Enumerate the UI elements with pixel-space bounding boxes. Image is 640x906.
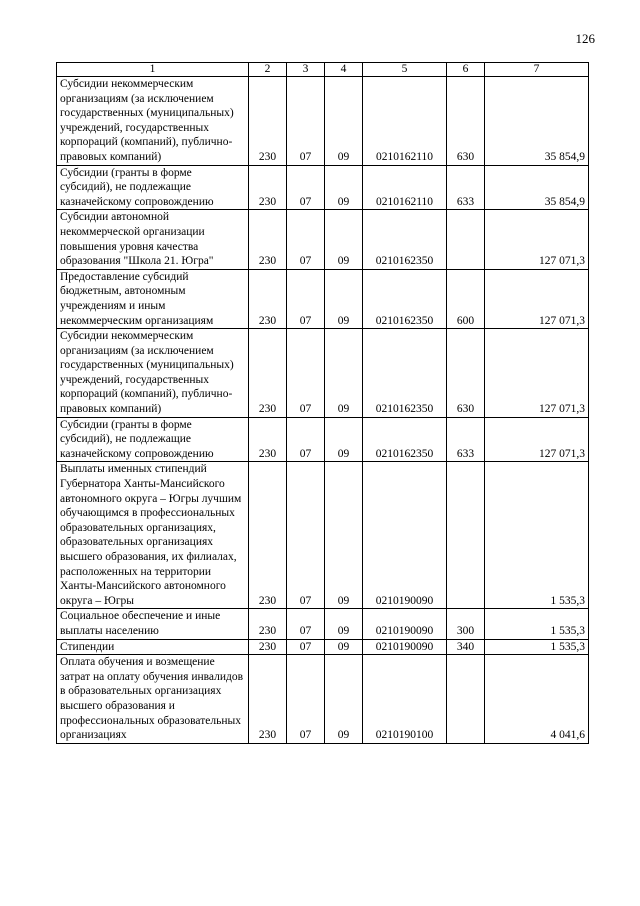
- row-name: Стипендии: [57, 639, 249, 655]
- row-amount: 35 854,9: [485, 77, 589, 166]
- header-col-6: 6: [447, 63, 485, 77]
- row-code-2: 230: [249, 269, 287, 328]
- row-name: Субсидии некоммерческим организациям (за исключением государственных (муниципальных) учреждений, государственных корпораций (компаний), публично-правовых компаний): [57, 329, 249, 418]
- row-code-4: 09: [325, 655, 363, 744]
- row-name: Оплата обучения и возмещение затрат на оплату обучения инвалидов в образовательных организациях высшего образования и профессиональных образовательных организациях: [57, 655, 249, 744]
- row-code-4: 09: [325, 165, 363, 210]
- header-col-4: 4: [325, 63, 363, 77]
- row-name: Субсидии (гранты в форме субсидий), не подлежащие казначейскому сопровождению: [57, 417, 249, 462]
- row-name: Социальное обеспечение и иные выплаты населению: [57, 609, 249, 639]
- table-row: [57, 655, 589, 744]
- budget-table: [56, 62, 589, 744]
- row-code-3: 07: [287, 165, 325, 210]
- row-code-4: 09: [325, 77, 363, 166]
- row-amount: 1 535,3: [485, 639, 589, 655]
- table-row: [57, 269, 589, 328]
- header-col-2: 2: [249, 63, 287, 77]
- row-code-5: 0210190090: [363, 639, 447, 655]
- row-code-4: 09: [325, 417, 363, 462]
- table-row: [57, 609, 589, 639]
- row-code-4: 09: [325, 639, 363, 655]
- row-code-6: [447, 462, 485, 609]
- row-amount: 127 071,3: [485, 417, 589, 462]
- row-code-5: 0210162110: [363, 165, 447, 210]
- row-amount: 127 071,3: [485, 329, 589, 418]
- table-row: [57, 639, 589, 655]
- row-code-6: 600: [447, 269, 485, 328]
- row-code-6: 633: [447, 417, 485, 462]
- row-code-2: 230: [249, 609, 287, 639]
- table-row: [57, 165, 589, 210]
- row-code-3: 07: [287, 639, 325, 655]
- row-code-3: 07: [287, 655, 325, 744]
- row-code-5: 0210162350: [363, 417, 447, 462]
- row-code-4: 09: [325, 462, 363, 609]
- row-code-6: 340: [447, 639, 485, 655]
- row-code-6: 300: [447, 609, 485, 639]
- row-code-3: 07: [287, 609, 325, 639]
- row-code-5: 0210162350: [363, 329, 447, 418]
- row-code-6: 630: [447, 77, 485, 166]
- row-name: Предоставление субсидий бюджетным, автономным учреждениям и иным некоммерческим организациям: [57, 269, 249, 328]
- row-code-6: [447, 655, 485, 744]
- row-code-2: 230: [249, 639, 287, 655]
- row-code-5: 0210162110: [363, 77, 447, 166]
- row-name: Выплаты именных стипендий Губернатора Ханты-Мансийского автономного округа – Югры лучшим обучающимся в профессиональных образовательных организациях, образовательных организациях высшего образования, их филиалах, расположенных на территории Ханты-Мансийского автономного округа – Югры: [57, 462, 249, 609]
- header-row: [57, 63, 589, 77]
- header-col-1: 1: [57, 63, 249, 77]
- row-amount: 127 071,3: [485, 210, 589, 269]
- table-row: [57, 417, 589, 462]
- row-code-2: 230: [249, 417, 287, 462]
- table-row: [57, 210, 589, 269]
- row-amount: 1 535,3: [485, 609, 589, 639]
- row-code-4: 09: [325, 269, 363, 328]
- header-col-3: 3: [287, 63, 325, 77]
- row-code-2: 230: [249, 329, 287, 418]
- row-code-6: 633: [447, 165, 485, 210]
- row-amount: 35 854,9: [485, 165, 589, 210]
- row-code-5: 0210162350: [363, 210, 447, 269]
- row-code-4: 09: [325, 609, 363, 639]
- header-col-7: 7: [485, 63, 589, 77]
- row-name: Субсидии автономной некоммерческой организации повышения уровня качества образования "Школа 21. Югра": [57, 210, 249, 269]
- row-code-5: 0210190090: [363, 462, 447, 609]
- row-code-2: 230: [249, 165, 287, 210]
- row-name: Субсидии некоммерческим организациям (за исключением государственных (муниципальных) учреждений, государственных корпораций (компаний), публично-правовых компаний): [57, 77, 249, 166]
- row-code-6: [447, 210, 485, 269]
- row-code-2: 230: [249, 210, 287, 269]
- row-code-3: 07: [287, 77, 325, 166]
- row-code-3: 07: [287, 210, 325, 269]
- row-amount: 4 041,6: [485, 655, 589, 744]
- row-code-3: 07: [287, 417, 325, 462]
- row-code-2: 230: [249, 462, 287, 609]
- row-amount: 1 535,3: [485, 462, 589, 609]
- row-code-3: 07: [287, 329, 325, 418]
- page-number: 126: [575, 31, 595, 46]
- row-code-6: 630: [447, 329, 485, 418]
- table-row: [57, 77, 589, 166]
- row-code-3: 07: [287, 269, 325, 328]
- row-code-3: 07: [287, 462, 325, 609]
- row-code-4: 09: [325, 329, 363, 418]
- row-amount: 127 071,3: [485, 269, 589, 328]
- table-row: [57, 329, 589, 418]
- row-code-2: 230: [249, 77, 287, 166]
- row-code-5: 0210190100: [363, 655, 447, 744]
- row-code-2: 230: [249, 655, 287, 744]
- table-row: [57, 462, 589, 609]
- row-code-4: 09: [325, 210, 363, 269]
- row-name: Субсидии (гранты в форме субсидий), не подлежащие казначейскому сопровождению: [57, 165, 249, 210]
- row-code-5: 0210190090: [363, 609, 447, 639]
- header-col-5: 5: [363, 63, 447, 77]
- row-code-5: 0210162350: [363, 269, 447, 328]
